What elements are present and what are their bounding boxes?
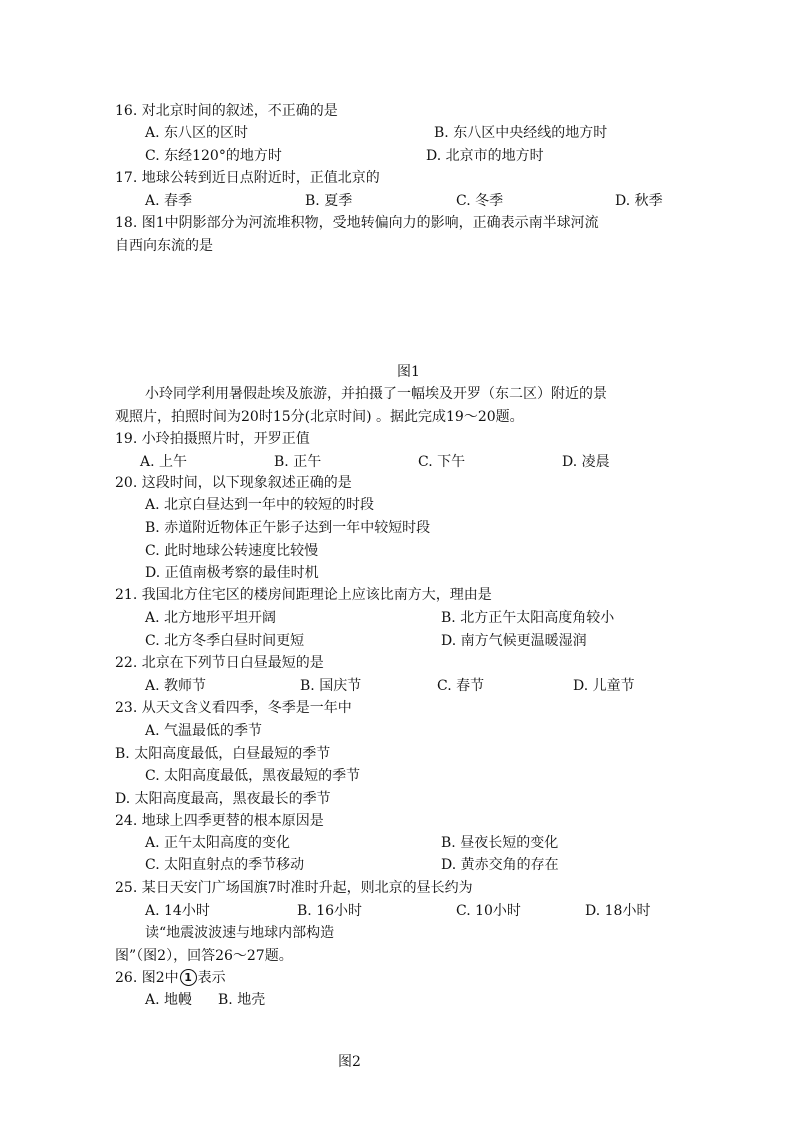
question-21-option-b: B. 北方正午太阳高度角较小	[441, 610, 615, 626]
question-22-option-c: C. 春节	[437, 678, 485, 694]
question-18-stem-line-1: 18. 图1中阴影部分为河流堆积物，受地转偏向力的影响，正确表示南半球河流	[115, 215, 599, 231]
question-21-option-c: C. 北方冬季白昼时间更短	[145, 633, 305, 649]
question-26-stem	[115, 968, 226, 988]
question-16-option-c: C. 东经120°的地方时	[145, 148, 282, 164]
question-20-stem: 20. 这段时间，以下现象叙述正确的是	[115, 475, 352, 491]
question-23-option-b: B. 太阳高度最低，白昼最短的季节	[115, 746, 331, 762]
question-19-stem: 19. 小玲拍摄照片时，开罗正值	[115, 431, 310, 447]
question-26-stem-suffix: 表示	[197, 970, 226, 986]
question-21-option-d: D. 南方气候更温暖湿润	[441, 633, 587, 649]
question-19-option-d: D. 凌晨	[562, 454, 610, 470]
question-26-option-b: B. 地壳	[218, 992, 266, 1008]
question-23-option-a: A. 气温最低的季节	[145, 723, 263, 739]
question-16-option-d: D. 北京市的地方时	[426, 148, 544, 164]
question-17-option-b: B. 夏季	[305, 193, 353, 209]
question-26-stem-prefix: 26. 图2中	[115, 970, 179, 986]
question-20-option-b: B. 赤道附近物体正午影子达到一年中较短时段	[145, 520, 431, 536]
question-22-stem: 22. 北京在下列节日白昼最短的是	[115, 655, 324, 671]
question-25-option-a: A. 14小时	[145, 903, 210, 919]
question-21-option-a: A. 北方地形平坦开阔	[145, 610, 277, 626]
question-22-option-a: A. 教师节	[145, 678, 207, 694]
question-25-option-c: C. 10小时	[456, 903, 521, 919]
question-26-option-a: A. 地幔	[145, 992, 193, 1008]
question-24-option-d: D. 黄赤交角的存在	[441, 857, 559, 873]
question-25-option-b: B. 16小时	[297, 903, 363, 919]
question-24-option-c: C. 太阳直射点的季节移动	[145, 857, 305, 873]
question-23-option-c: C. 太阳高度最低，黑夜最短的季节	[145, 768, 361, 784]
question-18-stem-line-2: 自西向东流的是	[115, 238, 213, 254]
question-19-option-c: C. 下午	[418, 454, 466, 470]
question-21-stem: 21. 我国北方住宅区的楼房间距理论上应该比南方大，理由是	[115, 587, 492, 603]
question-16-option-a: A. 东八区的区时	[145, 125, 249, 141]
question-22-option-d: D. 儿童节	[573, 678, 635, 694]
question-17-stem: 17. 地球公转到近日点附近时，正值北京的	[115, 170, 380, 186]
question-20-option-c: C. 此时地球公转速度比较慢	[145, 543, 319, 559]
question-25-option-d: D. 18小时	[585, 903, 651, 919]
question-23-stem: 23. 从天文含义看四季，冬季是一年中	[115, 700, 352, 716]
passage-19-20-line-2: 观照片，拍照时间为20时15分(北京时间) 。据此完成19～20题。	[115, 409, 524, 425]
question-24-stem: 24. 地球上四季更替的根本原因是	[115, 813, 324, 829]
question-16-option-b: B. 东八区中央经线的地方时	[434, 125, 608, 141]
question-25-stem: 25. 某日天安门广场国旗7时准时升起，则北京的昼长约为	[115, 880, 473, 896]
question-24-option-a: A. 正午太阳高度的变化	[145, 835, 291, 851]
passage-19-20-line-1: 小玲同学利用暑假赴埃及旅游，并拍摄了一幅埃及开罗（东二区）附近的景	[145, 386, 607, 402]
passage-26-27-line-1: 读“地震波波速与地球内部构造	[145, 925, 335, 941]
question-24-option-b: B. 昼夜长短的变化	[441, 835, 559, 851]
question-17-option-a: A. 春季	[145, 193, 193, 209]
question-19-option-a: A. 上午	[140, 454, 188, 470]
question-22-option-b: B. 国庆节	[300, 678, 362, 694]
question-20-option-d: D. 正值南极考察的最佳时机	[145, 565, 319, 581]
figure-1-caption: 图1	[397, 364, 420, 380]
passage-26-27-line-2: 图”（图2），回答26～27题。	[115, 948, 293, 964]
question-17-option-d: D. 秋季	[615, 193, 663, 209]
question-19-option-b: B. 正午	[274, 454, 322, 470]
figure-2-caption: 图2	[338, 1054, 361, 1070]
question-20-option-a: A. 北京白昼达到一年中的较短的时段	[145, 497, 375, 513]
question-16-stem: 16. 对北京时间的叙述，不正确的是	[115, 103, 338, 119]
question-23-option-d: D. 太阳高度最高，黑夜最长的季节	[115, 791, 331, 807]
circled-number-marker: 1	[180, 969, 197, 986]
question-17-option-c: C. 冬季	[456, 193, 504, 209]
